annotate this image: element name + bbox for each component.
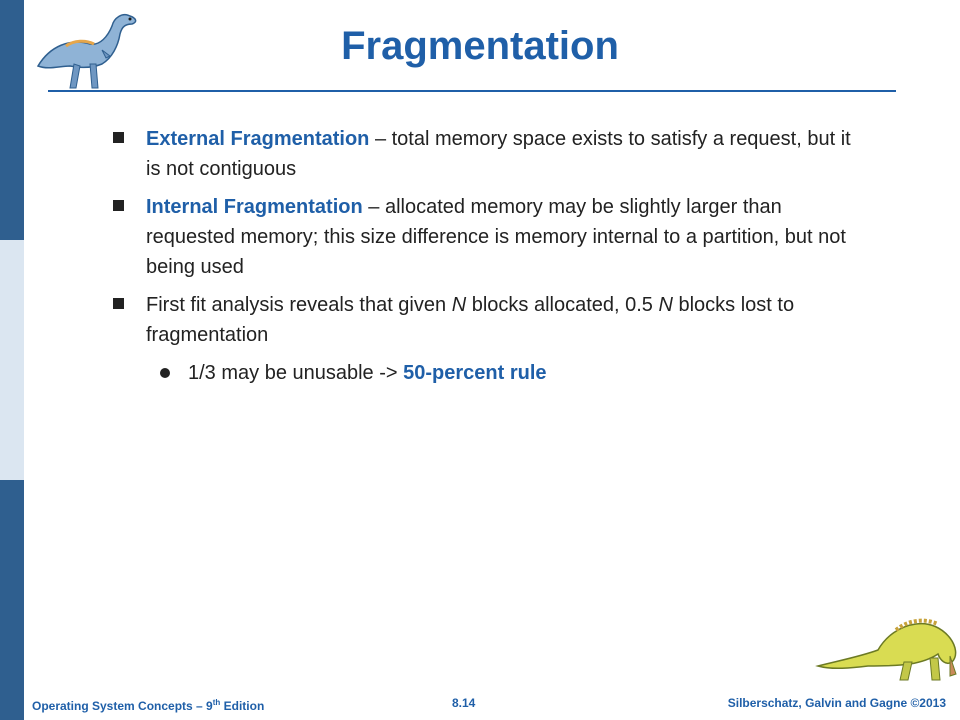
footer-book-title-text: Operating System Concepts – 9 xyxy=(32,699,213,713)
bullet-text: blocks lost to fragmentation xyxy=(146,294,795,346)
bullet-item xyxy=(107,192,867,282)
bullet-term: Internal Fragmentation xyxy=(146,196,363,218)
footer-page-number: 8.14 xyxy=(452,696,476,710)
bullet-text: – allocated memory may be slightly larger than requested memory; this size difference is memory internal to a partition, but not being used xyxy=(146,196,846,278)
sidebar-light-segment xyxy=(0,240,24,480)
sub-bullet-item xyxy=(107,358,867,388)
round-bullet-icon xyxy=(160,368,170,378)
footer-edition-sup: th xyxy=(212,698,221,707)
sub-bullet-text: 1/3 may be unusable -> xyxy=(188,362,404,384)
variable-n: N xyxy=(451,294,467,316)
sub-bullet-term: 50-percent rule xyxy=(403,362,547,384)
slide-title: Fragmentation xyxy=(341,24,619,68)
footer-authors: Silberschatz, Galvin and Gagne ©2013 xyxy=(727,696,946,710)
left-sidebar-bar xyxy=(0,0,24,720)
slide-content xyxy=(107,124,867,388)
title-divider xyxy=(48,90,896,92)
dinosaur-crouching-icon xyxy=(812,600,960,684)
bullet-text: First fit analysis reveals that given xyxy=(146,294,452,316)
square-bullet-icon xyxy=(113,132,124,143)
bullet-text: blocks allocated, 0.5 xyxy=(466,294,659,316)
square-bullet-icon xyxy=(113,298,124,309)
bullet-term: External Fragmentation xyxy=(146,128,370,150)
bullet-text: – total memory space exists to satisfy a request, but it is not contiguous xyxy=(146,128,851,180)
variable-n: N xyxy=(658,294,673,316)
square-bullet-icon xyxy=(113,200,124,211)
footer-book-title xyxy=(32,695,264,714)
bullet-item xyxy=(107,290,867,350)
bullet-item xyxy=(107,124,867,184)
footer-edition-text: Edition xyxy=(220,699,265,713)
